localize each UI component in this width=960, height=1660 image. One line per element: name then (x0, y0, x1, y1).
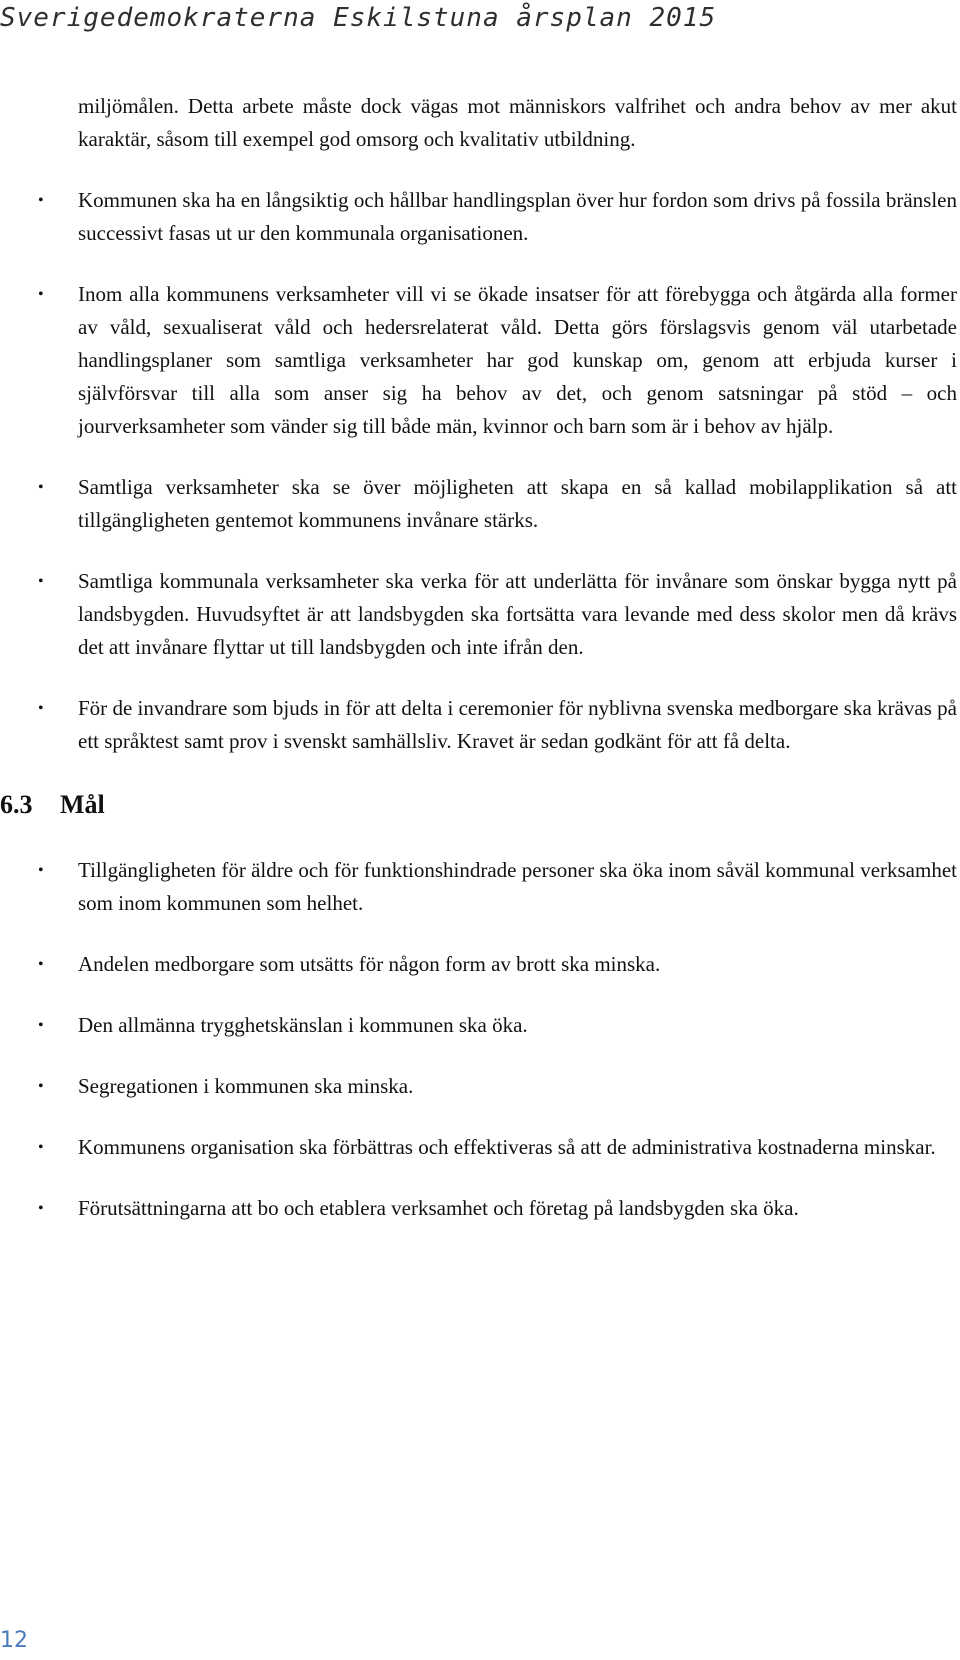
bullet-icon: • (38, 286, 44, 303)
bullet-icon: • (38, 1139, 44, 1156)
section-title: Mål (60, 790, 105, 819)
list-item-text: Tillgängligheten för äldre och för funktionshindrade personer ska öka inom såväl kommunal verksamhet som inom kommunen som helhet. (78, 858, 957, 915)
list-item-text: Kommunens organisation ska förbättras och effektiveras så att de administrativa kostnaderna minskar. (78, 1135, 936, 1159)
list-item (38, 854, 957, 920)
bullet-icon: • (38, 862, 44, 879)
list-item (38, 1131, 957, 1164)
list-item-text: Förutsättningarna att bo och etablera verksamhet och företag på landsbygden ska öka. (78, 1196, 799, 1220)
list-item-text: Samtliga verksamheter ska se över möjligheten att skapa en så kallad mobilapplikation så att tillgängligheten gentemot kommunens invånare stärks. (78, 475, 957, 532)
list-item (38, 692, 957, 758)
bullet-icon: • (38, 1078, 44, 1095)
section-heading (0, 786, 960, 824)
bullet-icon: • (38, 956, 44, 973)
bullet-list-goals (0, 854, 960, 1225)
continued-paragraph: miljömålen. Detta arbete måste dock vägas mot människors valfrihet och andra behov av mer akut karaktär, såsom till exempel god omsorg och kvalitativ utbildning. (78, 94, 957, 151)
bullet-icon: • (38, 192, 44, 209)
bullet-list-measures (0, 184, 960, 758)
bullet-icon: • (38, 700, 44, 717)
list-item-text: Samtliga kommunala verksamheter ska verka för att underlätta för invånare som önskar bygga nytt på landsbygden. Huvudsyftet är att landsbygden ska fortsätta vara levande med dess skolor men då krävs det att invånare flyttar ut till landsbygden och inte ifrån den. (78, 569, 957, 659)
list-item-text: Andelen medborgare som utsätts för någon form av brott ska minska. (78, 952, 661, 976)
list-item (38, 1070, 957, 1103)
list-item (38, 471, 957, 537)
list-item-text: Segregationen i kommunen ska minska. (78, 1074, 414, 1098)
bullet-icon: • (38, 573, 44, 590)
list-item (38, 565, 957, 664)
bullet-icon: • (38, 1200, 44, 1217)
section-number: 6.3 (0, 790, 33, 819)
header-title: Sverigedemokraterna Eskilstuna årsplan 2015 (0, 3, 717, 33)
page-content (0, 90, 960, 1253)
page-number: 12 (0, 1628, 28, 1653)
list-item-text: Kommunen ska ha en långsiktig och hållbar handlingsplan över hur fordon som drivs på fossila bränslen successivt fasas ut ur den kommunala organisationen. (78, 188, 957, 245)
list-item-text: Den allmänna trygghetskänslan i kommunen ska öka. (78, 1013, 528, 1037)
bullet-icon: • (38, 1017, 44, 1034)
bullet-icon: • (38, 479, 44, 496)
list-item (38, 278, 957, 443)
list-item (38, 1192, 957, 1225)
list-item (38, 948, 957, 981)
list-item-text: Inom alla kommunens verksamheter vill vi se ökade insatser för att förebygga och åtgärda alla former av våld, sexualiserat våld och hedersrelaterat våld. Detta görs förslagsvis genom väl utarbetade handlingsplaner som samtliga verksamheter har god kunskap om, genom att erbjuda kurser i självförsvar till alla som anser sig ha behov av det, och genom satsningar på stöd – och jourverksamheter som vänder sig till både män, kvinnor och barn som är i behov av hjälp. (78, 282, 957, 438)
page-header (0, 0, 716, 50)
list-item-text: För de invandrare som bjuds in för att delta i ceremonier för nyblivna svenska medborgare ska krävas på ett språktest samt prov i svenskt samhällsliv. Kravet är sedan godkänt för att få delta. (78, 696, 957, 753)
list-item (38, 184, 957, 250)
list-item (38, 1009, 957, 1042)
